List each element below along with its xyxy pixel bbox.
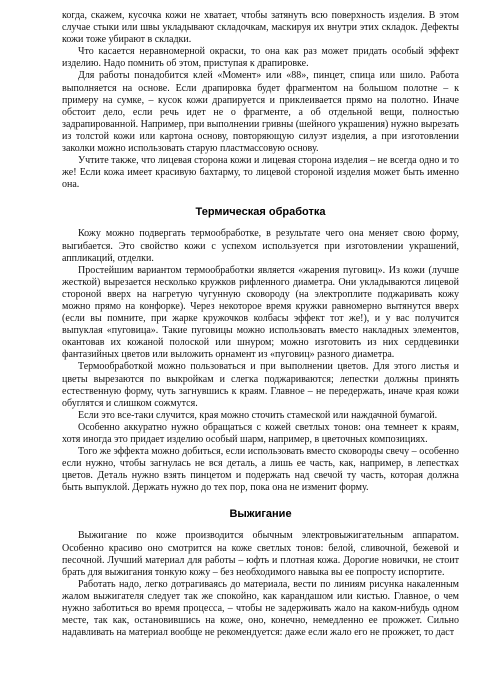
burning-paragraph-1: Выжигание по коже производится обычным электровыжигательным аппаратом. Особенно красиво оно смотрится на коже светлых тонов: белой, сливочной, бежевой и песочной. Лучший материал для работы – юфть и плотная кожа. Дорогие новички, не стоит брать для выжигания тонкую кожу – без необходимого навыка вы ее попросту испортите. (62, 530, 459, 578)
thermal-paragraph-6: Того же эффекта можно добиться, если использовать вместо сковороды свечу – особенно если нужно, чтобы загнулась не вся деталь, а лишь ее часть, как, например, в лепестках цветов. Деталь нужно взять пинцетом и подержать над свечой ту часть, которая должна быть выпуклой. Держать нужно до тех пор, пока она не изменит форму. (62, 446, 459, 494)
thermal-paragraph-4: Если это все-таки случится, края можно сточить стамеской или наждачной бумагой. (78, 409, 438, 421)
section-heading-burning: Выжигание (229, 508, 292, 521)
intro-paragraph-3: Для работы понадобится клей «Момент» или «88», пинцет, спица или шило. Работа выполняется на основе. Если драпировка будет фрагментом на большом полотне – к примеру на сумке, – кусок кожи драпируется и приклеивается прямо на полотно. Иначе обстоит дело, если речь идет не о фрагменте, а об отдельной вещи, полностью задрапированной. Например, при выполнении гривны (шейного украшения) нужно вырезать из толстой кожи или картона основу, повторяющую силуэт изделия, а при изготовлении заколки можно использовать старую пластмассовую основу. (62, 70, 459, 155)
thermal-paragraph-3: Термообработкой можно пользоваться и при выполнении цветов. Для этого листья и цветы вырезаются по выкройкам и слегка поджариваются; лепестки должны принять естественную форму, чуть загнувшись к краям. Главное – не передержать, иначе края кожи обуглятся и слишком сожмутся. (62, 361, 459, 409)
document-page (62, 10, 459, 639)
thermal-paragraph-1: Кожу можно подвергать термообработке, в результате чего она меняет свою форму, выгибается. Это свойство кожи с успехом используется при изготовлении украшений, аппликаций, отделки. (62, 228, 459, 264)
intro-paragraph-4: Учтите также, что лицевая сторона кожи и лицевая сторона изделия – не всегда одно и то же! Если кожа имеет красивую бахтарму, то лицевой стороной изделия может быть именно она. (62, 155, 459, 191)
thermal-paragraph-2: Простейшим вариантом термообработки является «жарения пуговиц». Из кожи (лучше жесткой) вырезается несколько кружков рифленного диаметра. Они укладываются лицевой стороной вверх на нагретую чугунную сковороду (на электроплите поджаривать кожу можно прямо на конфорке). Через некоторое время кружки равномерно вытянутся вверх (если вы помните, при жарке кружочков колбасы эффект тот же!), и у вас получится выпуклая «пуговица». Такие пуговицы можно использовать вместо накладных элементов, окантовав их кожаной полоской или шнуром; можно изготовить из них сердцевинки фантазийных цветов или выложить орнамент из «пуговиц» разного диаметра. (62, 264, 459, 361)
intro-paragraph-1: когда, скажем, кусочка кожи не хватает, чтобы затянуть всю поверхность изделия. В этом случае стыки или швы укладывают складочкам, маскируя их внутри этих складок. Дефекты кожи тоже убирают в складки. (62, 10, 459, 46)
thermal-paragraph-5: Особенно аккуратно нужно обращаться с кожей светлых тонов: она темнеет к краям, хотя иногда это придает изделию особый шарм, например, в цветочных композициях. (62, 421, 459, 445)
section-heading-thermal: Термическая обработка (195, 206, 326, 219)
intro-paragraph-2: Что касается неравномерной окраски, то она как раз может придать особый эффект изделию. Надо помнить об этом, приступая к драпировке. (62, 46, 459, 70)
burning-paragraph-2: Работать надо, легко дотрагиваясь до материала, вести по линиям рисунка накаленным жалом выжигателя следует так же спокойно, как карандашом или кистью. Главное, о чем нужно заботиться во время процесса, – чтобы не задерживать жало на каком-нибудь одном месте, так как, остановившись на коже, оно, конечно, немедленно ее прожжет. Сильно надавливать на материал вообще не рекомендуется: даже если жало его не прожжет, то даст (62, 578, 459, 639)
